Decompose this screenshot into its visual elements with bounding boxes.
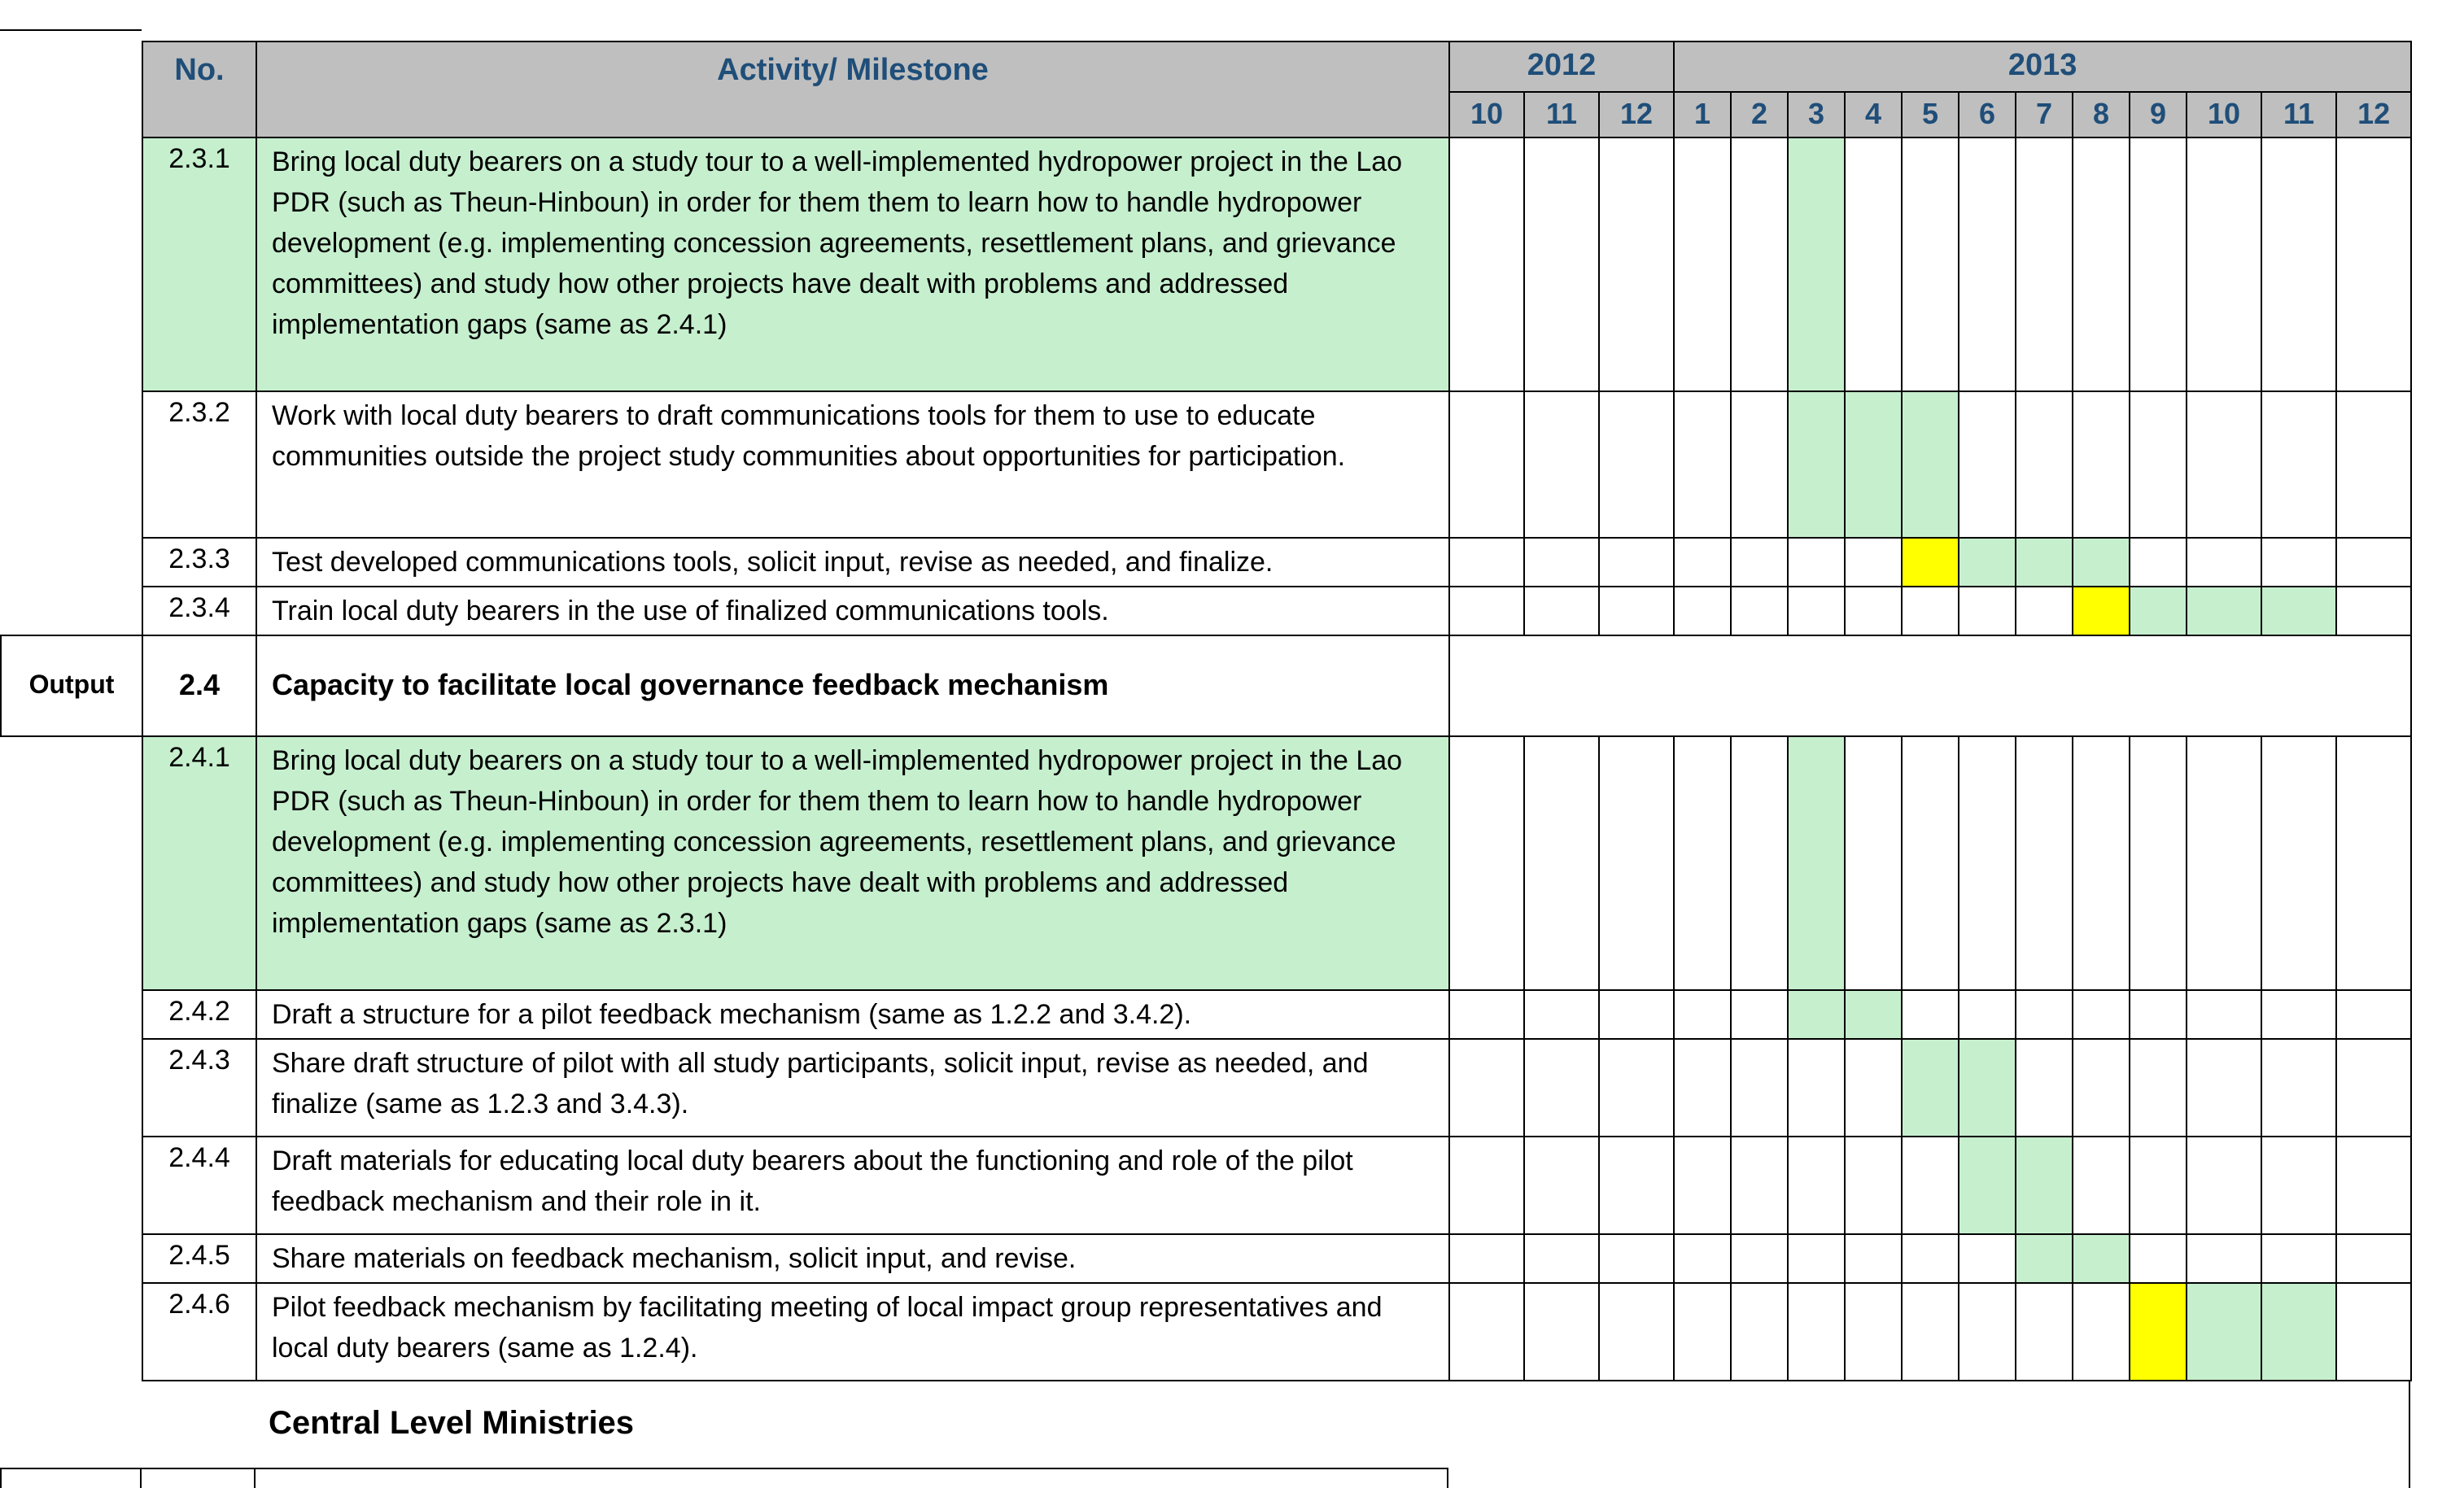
- month-header-2013-9: 9: [2130, 92, 2187, 137]
- year-2013-header: 2013: [1674, 41, 2411, 92]
- schedule-cell-2.4.2-2013-6: [1959, 990, 2016, 1039]
- activity-row-2.4.2: [1, 990, 2411, 1039]
- schedule-cell-2.4.5-2013-6: [1959, 1234, 2016, 1283]
- month-header-2013-5: 5: [1902, 92, 1959, 137]
- output-label: Output: [1, 635, 142, 736]
- activity-no-2.4.4: 2.4.4: [142, 1137, 256, 1234]
- schedule-cell-2.4.5-2013-11: [2261, 1234, 2336, 1283]
- schedule-cell-2.4.6-2013-7: [2016, 1283, 2073, 1381]
- schedule-cell-2.3.2-2012-11: [1524, 391, 1599, 538]
- activity-text-2.4.3: Share draft structure of pilot with all study participants, solicit input, revise as needed, and finalize (same as 1.2.3 and 3.4.3).: [256, 1039, 1449, 1137]
- schedule-cell-2.4.1-2012-11: [1524, 736, 1599, 990]
- schedule-cell-2.4.6-2012-11: [1524, 1283, 1599, 1381]
- next-table-activity-cell: [256, 1469, 1448, 1488]
- schedule-cell-2.4.6-2013-9: [2130, 1283, 2187, 1381]
- schedule-cell-2.3.1-2013-11: [2261, 137, 2336, 391]
- schedule-cell-2.4.2-2013-3: [1788, 990, 1845, 1039]
- gantt-table: [0, 41, 2412, 1381]
- activity-text-2.3.1: Bring local duty bearers on a study tour to a well-implemented hydropower project in the Lao PDR (such as Theun-Hinboun) in order for them them to learn how to handle hydropower development (e.g. implementing concession agreements, resettlement plans, and grievance committees) and study how other projects have dealt with problems and addressed implementation gaps (same as 2.4.1): [256, 137, 1449, 391]
- schedule-cell-2.3.1-2013-1: [1674, 137, 1731, 391]
- schedule-cell-2.3.4-2013-5: [1902, 587, 1959, 635]
- schedule-cell-2.3.3-2012-10: [1449, 538, 1524, 587]
- schedule-cell-2.4.1-2013-3: [1788, 736, 1845, 990]
- schedule-cell-2.3.1-2013-12: [2336, 137, 2411, 391]
- schedule-cell-2.4.3-2013-3: [1788, 1039, 1845, 1137]
- schedule-cell-2.3.3-2013-7: [2016, 538, 2073, 587]
- activity-no-2.3.1: 2.3.1: [142, 137, 256, 391]
- below-table-area: [0, 1381, 2410, 1488]
- schedule-cell-2.3.1-2013-9: [2130, 137, 2187, 391]
- schedule-cell-2.4.5-2013-1: [1674, 1234, 1731, 1283]
- schedule-cell-2.3.1-2013-8: [2073, 137, 2130, 391]
- schedule-cell-2.3.2-2012-10: [1449, 391, 1524, 538]
- schedule-cell-2.3.1-2013-6: [1959, 137, 2016, 391]
- schedule-cell-2.3.3-2013-10: [2187, 538, 2261, 587]
- schedule-cell-2.4.6-2013-2: [1731, 1283, 1788, 1381]
- schedule-cell-2.3.4-2012-12: [1599, 587, 1674, 635]
- schedule-cell-2.4.5-2013-12: [2336, 1234, 2411, 1283]
- activity-row-2.4.6: [1, 1283, 2411, 1381]
- activity-no-2.4: 2.4: [142, 635, 256, 736]
- schedule-cell-2.3.2-2013-6: [1959, 391, 2016, 538]
- month-header-2012-10: 10: [1449, 92, 1524, 137]
- schedule-cell-2.3.4-2012-10: [1449, 587, 1524, 635]
- schedule-cell-2.4.5-2012-12: [1599, 1234, 1674, 1283]
- schedule-cell-2.4.1-2013-8: [2073, 736, 2130, 990]
- schedule-cell-2.4.5-2013-4: [1845, 1234, 1902, 1283]
- activity-text-2.3.3: Test developed communications tools, solicit input, revise as needed, and finalize.: [256, 538, 1449, 587]
- schedule-cell-2.4.1-2013-7: [2016, 736, 2073, 990]
- schedule-cell-2.4.4-2013-7: [2016, 1137, 2073, 1234]
- schedule-cell-2.4.5-2012-11: [1524, 1234, 1599, 1283]
- left-gutter-cell: [1, 990, 142, 1039]
- schedule-cell-2.4.2-2013-9: [2130, 990, 2187, 1039]
- schedule-cell-2.4.2-2013-12: [2336, 990, 2411, 1039]
- schedule-cell-2.3.3-2012-12: [1599, 538, 1674, 587]
- schedule-cell-2.4.2-2013-11: [2261, 990, 2336, 1039]
- schedule-cell-2.3.3-2013-2: [1731, 538, 1788, 587]
- activity-no-2.4.5: 2.4.5: [142, 1234, 256, 1283]
- left-column-top-border: [0, 29, 142, 31]
- left-gutter-cell: [1, 736, 142, 990]
- schedule-cell-2.3.4-2013-2: [1731, 587, 1788, 635]
- schedule-cell-2.3.3-2013-1: [1674, 538, 1731, 587]
- schedule-cell-2.3.4-2013-8: [2073, 587, 2130, 635]
- schedule-cell-2.4.3-2013-7: [2016, 1039, 2073, 1137]
- activity-row-2.3.1: [1, 137, 2411, 391]
- schedule-cell-2.4.2-2013-4: [1845, 990, 1902, 1039]
- schedule-cell-2.3.4-2013-9: [2130, 587, 2187, 635]
- schedule-cell-2.3.3-2013-8: [2073, 538, 2130, 587]
- schedule-cell-2.3.4-2012-11: [1524, 587, 1599, 635]
- schedule-cell-2.4.5-2013-8: [2073, 1234, 2130, 1283]
- activity-text-2.4.2: Draft a structure for a pilot feedback mechanism (same as 1.2.2 and 3.4.2).: [256, 990, 1449, 1039]
- schedule-cell-2.3.1-2013-10: [2187, 137, 2261, 391]
- schedule-cell-2.4.6-2013-4: [1845, 1283, 1902, 1381]
- schedule-cell-2.4.3-2013-5: [1902, 1039, 1959, 1137]
- activity-text-2.4.4: Draft materials for educating local duty bearers about the functioning and role of the pilot feedback mechanism and their role in it.: [256, 1137, 1449, 1234]
- schedule-cell-2.3.2-2013-5: [1902, 391, 1959, 538]
- activity-no-2.4.3: 2.4.3: [142, 1039, 256, 1137]
- schedule-cell-2.4.3-2013-2: [1731, 1039, 1788, 1137]
- gantt-table-header: [1, 41, 2411, 137]
- header-left-gutter: [1, 41, 142, 137]
- month-header-2013-4: 4: [1845, 92, 1902, 137]
- schedule-cell-2.4.4-2013-10: [2187, 1137, 2261, 1234]
- activity-row-2.4.1: [1, 736, 2411, 990]
- left-gutter-cell: [1, 137, 142, 391]
- schedule-cell-2.4.1-2013-9: [2130, 736, 2187, 990]
- schedule-cell-2.3.3-2013-5: [1902, 538, 1959, 587]
- schedule-cell-2.3.3-2013-9: [2130, 538, 2187, 587]
- activity-text-2.4.5: Share materials on feedback mechanism, solicit input, and revise.: [256, 1234, 1449, 1283]
- schedule-cell-2.4.5-2013-10: [2187, 1234, 2261, 1283]
- schedule-cell-2.4.6-2013-12: [2336, 1283, 2411, 1381]
- schedule-cell-2.3.3-2013-4: [1845, 538, 1902, 587]
- month-header-2013-1: 1: [1674, 92, 1731, 137]
- schedule-cell-2.4.5-2013-9: [2130, 1234, 2187, 1283]
- schedule-cell-2.4.4-2012-10: [1449, 1137, 1524, 1234]
- schedule-cell-2.3.2-2013-7: [2016, 391, 2073, 538]
- schedule-cell-2.3.3-2012-11: [1524, 538, 1599, 587]
- month-header-2012-12: 12: [1599, 92, 1674, 137]
- schedule-cell-2.4.5-2012-10: [1449, 1234, 1524, 1283]
- month-header-2013-7: 7: [2016, 92, 2073, 137]
- schedule-cell-2.4.5-2013-5: [1902, 1234, 1959, 1283]
- schedule-cell-2.4.4-2013-9: [2130, 1137, 2187, 1234]
- schedule-cell-2.4.2-2012-12: [1599, 990, 1674, 1039]
- schedule-cell-2.4.4-2013-8: [2073, 1137, 2130, 1234]
- left-gutter-cell: [1, 391, 142, 538]
- schedule-cell-2.4.6-2013-5: [1902, 1283, 1959, 1381]
- schedule-cell-2.3.1-2013-2: [1731, 137, 1788, 391]
- schedule-cell-2.4.2-2013-1: [1674, 990, 1731, 1039]
- month-header-2012-11: 11: [1524, 92, 1599, 137]
- schedule-cell-2.3.4-2013-7: [2016, 587, 2073, 635]
- schedule-cell-2.4.4-2013-6: [1959, 1137, 2016, 1234]
- left-gutter-cell: [1, 1137, 142, 1234]
- schedule-cell-2.4.6-2013-1: [1674, 1283, 1731, 1381]
- schedule-cell-2.4.2-2013-10: [2187, 990, 2261, 1039]
- schedule-cell-2.4.6-2013-3: [1788, 1283, 1845, 1381]
- schedule-cell-2.4.2-2012-10: [1449, 990, 1524, 1039]
- schedule-cell-2.3.2-2013-4: [1845, 391, 1902, 538]
- schedule-cell-2.3.4-2013-6: [1959, 587, 2016, 635]
- activity-row-2.4.3: [1, 1039, 2411, 1137]
- schedule-cell-2.4.2-2013-5: [1902, 990, 1959, 1039]
- schedule-cell-2.3.4-2013-3: [1788, 587, 1845, 635]
- schedule-cell-2.4.5-2013-7: [2016, 1234, 2073, 1283]
- activity-row-2.4.4: [1, 1137, 2411, 1234]
- schedule-cell-2.4.4-2012-12: [1599, 1137, 1674, 1234]
- schedule-cell-2.3.3-2013-11: [2261, 538, 2336, 587]
- schedule-cell-2.3.2-2013-11: [2261, 391, 2336, 538]
- schedule-cell-2.3.2-2013-3: [1788, 391, 1845, 538]
- schedule-cell-2.4.2-2013-2: [1731, 990, 1788, 1039]
- schedule-cell-2.4.3-2012-10: [1449, 1039, 1524, 1137]
- schedule-cell-2.4.1-2013-5: [1902, 736, 1959, 990]
- schedule-cell-2.3.1-2012-11: [1524, 137, 1599, 391]
- month-header-2013-8: 8: [2073, 92, 2130, 137]
- activity-no-2.3.4: 2.3.4: [142, 587, 256, 635]
- schedule-cell-2.4.3-2012-11: [1524, 1039, 1599, 1137]
- schedule-cell-2.4.1-2013-2: [1731, 736, 1788, 990]
- schedule-cell-2.4.1-2013-4: [1845, 736, 1902, 990]
- schedule-cell-2.4.1-2013-11: [2261, 736, 2336, 990]
- schedule-cell-2.3.2-2013-10: [2187, 391, 2261, 538]
- schedule-cell-2.4.6-2012-12: [1599, 1283, 1674, 1381]
- schedule-cell-2.4.1-2013-10: [2187, 736, 2261, 990]
- activity-row-2.3.4: [1, 587, 2411, 635]
- activity-no-2.4.2: 2.4.2: [142, 990, 256, 1039]
- schedule-cell-2.4.5-2013-3: [1788, 1234, 1845, 1283]
- schedule-cell-2.3.3-2013-12: [2336, 538, 2411, 587]
- schedule-cell-2.4.2-2013-8: [2073, 990, 2130, 1039]
- schedule-cell-2.3.2-2012-12: [1599, 391, 1674, 538]
- schedule-cell-2.4.6-2013-10: [2187, 1283, 2261, 1381]
- schedule-cell-2.4.4-2013-4: [1845, 1137, 1902, 1234]
- schedule-cell-2.4.6-2013-11: [2261, 1283, 2336, 1381]
- schedule-cell-2.4.1-2012-12: [1599, 736, 1674, 990]
- schedule-cell-2.4.3-2013-12: [2336, 1039, 2411, 1137]
- section-heading: Central Level Ministries: [269, 1406, 635, 1442]
- month-header-2013-2: 2: [1731, 92, 1788, 137]
- schedule-cell-2.4.4-2013-3: [1788, 1137, 1845, 1234]
- schedule-cell-2.3.4-2013-1: [1674, 587, 1731, 635]
- schedule-cell-2.3.3-2013-3: [1788, 538, 1845, 587]
- schedule-cell-2.3.1-2013-7: [2016, 137, 2073, 391]
- schedule-cell-2.4.5-2013-2: [1731, 1234, 1788, 1283]
- schedule-cell-2.4.3-2013-4: [1845, 1039, 1902, 1137]
- activity-row-2.4: [1, 635, 2411, 736]
- schedule-cell-2.4.6-2013-8: [2073, 1283, 2130, 1381]
- schedule-cell-2.3.2-2013-9: [2130, 391, 2187, 538]
- activity-row-2.4.5: [1, 1234, 2411, 1283]
- activity-row-2.3.3: [1, 538, 2411, 587]
- schedule-cell-2.4.3-2012-12: [1599, 1039, 1674, 1137]
- schedule-cell-2.3.1-2012-10: [1449, 137, 1524, 391]
- left-gutter-cell: [1, 587, 142, 635]
- activity-row-2.3.2: [1, 391, 2411, 538]
- left-gutter-cell: [1, 1283, 142, 1381]
- schedule-cell-2.3.2-2013-12: [2336, 391, 2411, 538]
- schedule-cell-2.3.2-2013-2: [1731, 391, 1788, 538]
- schedule-cell-2.4.3-2013-6: [1959, 1039, 2016, 1137]
- schedule-cell-2.4.2-2012-11: [1524, 990, 1599, 1039]
- activity-no-2.4.1: 2.4.1: [142, 736, 256, 990]
- schedule-cell-2.3.1-2013-4: [1845, 137, 1902, 391]
- year-header-row: [1, 41, 2411, 92]
- schedule-cell-2.3.4-2013-10: [2187, 587, 2261, 635]
- schedule-cell-2.4.4-2013-1: [1674, 1137, 1731, 1234]
- left-gutter-cell: [1, 1234, 142, 1283]
- schedule-cell-2.4.6-2013-6: [1959, 1283, 2016, 1381]
- activity-text-2.4: Capacity to facilitate local governance feedback mechanism: [256, 635, 1449, 736]
- activity-no-2.3.3: 2.3.3: [142, 538, 256, 587]
- schedule-cell-2.4.4-2013-11: [2261, 1137, 2336, 1234]
- next-table-partial-row: [0, 1468, 1448, 1488]
- schedule-cell-2.4.1-2013-12: [2336, 736, 2411, 990]
- activity-text-2.4.6: Pilot feedback mechanism by facilitating meeting of local impact group representatives and local duty bearers (same as 1.2.4).: [256, 1283, 1449, 1381]
- schedule-cell-2.4.3-2013-8: [2073, 1039, 2130, 1137]
- activity-text-2.3.2: Work with local duty bearers to draft communications tools for them to use to educate communities outside the project study communities about opportunities for participation.: [256, 391, 1449, 538]
- schedule-cell-2.4.3-2013-1: [1674, 1039, 1731, 1137]
- activity-no-2.4.6: 2.4.6: [142, 1283, 256, 1381]
- schedule-cell-2.3.1-2012-12: [1599, 137, 1674, 391]
- schedule-cell-2.4.3-2013-10: [2187, 1039, 2261, 1137]
- schedule-cell-2.4.2-2013-7: [2016, 990, 2073, 1039]
- schedule-cell-2.4.1-2013-6: [1959, 736, 2016, 990]
- next-table-left-gutter-cell: [0, 1469, 142, 1488]
- schedule-cell-2.4.6-2012-10: [1449, 1283, 1524, 1381]
- schedule-cell-2.3.1-2013-5: [1902, 137, 1959, 391]
- month-header-2013-12: 12: [2336, 92, 2411, 137]
- left-gutter-cell: [1, 538, 142, 587]
- next-table-no-cell: [142, 1469, 256, 1488]
- no-column-header: No.: [142, 41, 256, 137]
- month-header-2013-10: 10: [2187, 92, 2261, 137]
- activity-column-header: Activity/ Milestone: [256, 41, 1449, 137]
- schedule-cell-2.3.4-2013-12: [2336, 587, 2411, 635]
- gantt-table-body: [1, 137, 2411, 1381]
- schedule-cell-2.3.2-2013-1: [1674, 391, 1731, 538]
- month-header-2013-11: 11: [2261, 92, 2336, 137]
- schedule-cell-2.3.3-2013-6: [1959, 538, 2016, 587]
- activity-no-2.3.2: 2.3.2: [142, 391, 256, 538]
- activity-text-2.3.4: Train local duty bearers in the use of finalized communications tools.: [256, 587, 1449, 635]
- schedule-cell-2.4.4-2013-12: [2336, 1137, 2411, 1234]
- schedule-cell-2.4.4-2013-2: [1731, 1137, 1788, 1234]
- schedule-cell-2.4.3-2013-11: [2261, 1039, 2336, 1137]
- schedule-cell-2.3.4-2013-4: [1845, 587, 1902, 635]
- activity-text-2.4.1: Bring local duty bearers on a study tour to a well-implemented hydropower project in the Lao PDR (such as Theun-Hinboun) in order for them them to learn how to handle hydropower development (e.g. implementing concession agreements, resettlement plans, and grievance committees) and study how other projects have dealt with problems and addressed implementation gaps (same as 2.3.1): [256, 736, 1449, 990]
- schedule-cell-2.3.4-2013-11: [2261, 587, 2336, 635]
- schedule-cell-2.4.1-2012-10: [1449, 736, 1524, 990]
- schedule-cell-2.4.3-2013-9: [2130, 1039, 2187, 1137]
- month-header-2013-3: 3: [1788, 92, 1845, 137]
- schedule-cell-2.4.4-2012-11: [1524, 1137, 1599, 1234]
- schedule-cell-2.4.1-2013-1: [1674, 736, 1731, 990]
- timeline-merged-cell-2.4: [1449, 635, 2411, 736]
- left-gutter-cell: [1, 1039, 142, 1137]
- year-2012-header: 2012: [1449, 41, 1674, 92]
- month-header-2013-6: 6: [1959, 92, 2016, 137]
- schedule-cell-2.4.4-2013-5: [1902, 1137, 1959, 1234]
- schedule-cell-2.3.1-2013-3: [1788, 137, 1845, 391]
- schedule-cell-2.3.2-2013-8: [2073, 391, 2130, 538]
